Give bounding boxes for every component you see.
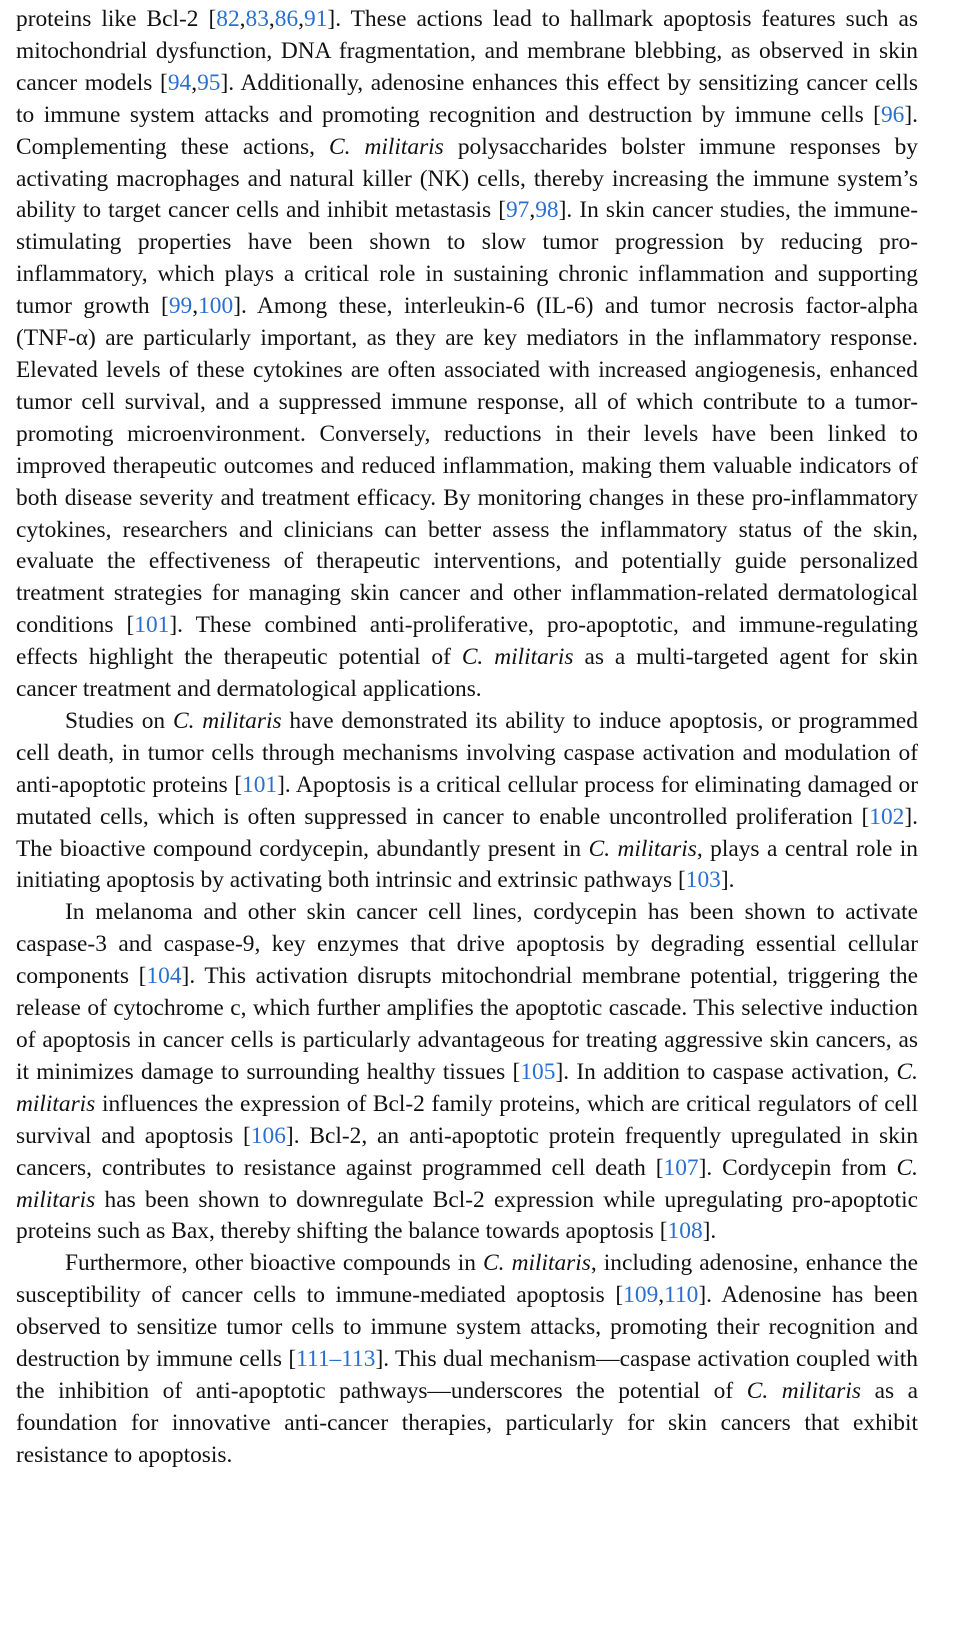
citation-link[interactable]: 103 <box>685 867 721 894</box>
species-name: C. militaris <box>16 1058 918 1117</box>
text-run: ]. These actions lead to hallmark apoptosis features such as mitochondrial dysfunction, DNA fragmentation, and membrane blebbing, as observed in skin cancer models [ <box>16 6 918 96</box>
citation-link[interactable]: 96 <box>880 101 905 128</box>
text-run: In melanoma and other skin cancer cell lines, cordycepin has been shown to activate caspase-3 and caspase-9, key enzymes that drive apoptosis by degrading essential cellular components [ <box>16 899 918 990</box>
citation-link[interactable]: 108 <box>667 1218 703 1245</box>
citation-link[interactable]: 104 <box>146 963 182 990</box>
citation-link[interactable]: 94 <box>167 69 192 96</box>
text-run: ]. These combined anti-proliferative, pro-apoptotic, and immune-regulating effects highlight the therapeutic potential of <box>16 612 918 671</box>
text-run: ]. Bcl-2, an anti-apoptotic protein frequently upregulated in skin cancers, contributes to resistance against programmed cell death [ <box>16 1122 919 1181</box>
text-run: ]. In addition to caspase activation, <box>555 1058 897 1085</box>
text-run: ]. Apoptosis is a critical cellular process for eliminating damaged or mutated cells, which is often suppressed in cancer to enable uncontrolled proliferation [ <box>16 771 919 830</box>
citation-link[interactable]: 86 <box>274 6 299 32</box>
text-run: polysaccharides bolster immune responses by activating macrophages and natural killer (NK) cells, thereby increasing the immune system’s ability to target cancer cells and inhibit metastasis [ <box>16 133 918 224</box>
citation-link[interactable]: 97 <box>505 197 530 224</box>
citation-link[interactable]: 111–113 <box>296 1346 376 1373</box>
text-run: , including adenosine, enhance the susceptibility of cancer cells to immune-mediated apoptosis [ <box>16 1250 918 1309</box>
text-run: as a multi-targeted agent for skin cancer treatment and dermatological applications. <box>16 644 918 703</box>
species-name: C. militaris <box>746 1377 862 1404</box>
text-run: ]. Cordycepin from <box>698 1154 897 1181</box>
text-run: ]. This dual mechanism—caspase activation coupled with the inhibition of anti-apoptotic pathways—underscores the potential of <box>16 1346 918 1404</box>
text-run: Studies on <box>65 707 173 734</box>
text-run: ]. Among these, interleukin-6 (IL-6) and tumor necrosis factor-alpha (TNF-α) are particularly important, as they are key mediators in the inflammatory response. Elevated levels of these cytokines are often associated with increased angiogenesis, enhanced tumor cell survival, and a suppressed immune response, all of which contribute to a tumor-promoting microenvironment. Conversely, reductions in their levels have been linked to improved therapeutic outcomes and reduced inflammation, making them valuable indicators of both disease severity and treatment efficacy. By monitoring changes in these pro-inflammatory cytokines, researchers and clinicians can better assess the inflammatory status of the skin, evaluate the effectiveness of therapeutic interventions, and potentially guide personalized treatment strategies for managing skin cancer and other inflammation-related dermatological conditions [ <box>16 293 919 639</box>
text-run: , <box>529 197 536 224</box>
species-name: C. militaris <box>172 707 282 734</box>
text-run: influences the expression of Bcl-2 family proteins, which are critical regulators of cell survival and apoptosis [ <box>16 1090 918 1149</box>
text-run: ]. Additionally, adenosine enhances this effect by sensitizing cancer cells to immune system attacks and promoting recognition and destruction by immune cells [ <box>16 69 918 128</box>
text-run: ]. Adenosine has been observed to sensitize tumor cells to immune system attacks, promoting their recognition and destruction by immune cells [ <box>16 1282 919 1373</box>
citation-link[interactable]: 106 <box>250 1122 286 1149</box>
text-run: ]. This activation disrupts mitochondrial membrane potential, triggering the release of cytochrome c, which further amplifies the apoptotic cascade. This selective induction of apoptosis in cancer cells is particularly advantageous for treating aggressive skin cancers, as it minimizes damage to surrounding healthy tissues [ <box>16 963 918 1085</box>
citation-link[interactable]: 99 <box>168 293 193 320</box>
text-run: ]. Complementing these actions, <box>16 101 918 160</box>
text-run: has been shown to downregulate Bcl-2 expression while upregulating pro-apoptotic proteins such as Bax, thereby shifting the balance towards apoptosis [ <box>16 1186 918 1245</box>
citation-link[interactable]: 109 <box>623 1282 659 1309</box>
citation-link[interactable]: 107 <box>663 1154 699 1181</box>
citation-link[interactable]: 91 <box>304 6 328 32</box>
species-name: C. militaris <box>588 835 697 862</box>
text-run: , plays a central role in initiating apoptosis by activating both intrinsic and extrinsic pathways [ <box>16 835 918 894</box>
citation-link[interactable]: 100 <box>198 293 234 320</box>
citation-link[interactable]: 95 <box>197 69 221 96</box>
text-run: , <box>298 6 305 32</box>
text-run: as a foundation for innovative anti-cancer therapies, particularly for skin cancers that exhibit resistance to apoptosis. <box>16 1377 918 1468</box>
species-name: C. militaris <box>329 133 444 160</box>
text-run: , <box>658 1282 665 1309</box>
text-run: , <box>268 6 275 32</box>
citation-link[interactable]: 101 <box>242 771 278 798</box>
citation-link[interactable]: 101 <box>134 612 170 639</box>
citation-link[interactable]: 105 <box>520 1058 556 1085</box>
citation-link[interactable]: 110 <box>664 1282 699 1309</box>
paragraph <box>16 4 918 706</box>
paragraph <box>16 897 918 1248</box>
species-name: C. militaris <box>483 1250 591 1277</box>
text-run: , <box>192 293 199 320</box>
text-run: , <box>239 6 246 32</box>
citation-link[interactable]: 102 <box>869 803 905 830</box>
citation-link[interactable]: 82 <box>216 6 240 32</box>
body-text <box>16 4 918 1472</box>
species-name: C. militaris <box>461 644 574 671</box>
species-name: C. militaris <box>16 1154 918 1213</box>
text-run: Furthermore, other bioactive compounds in <box>65 1250 484 1277</box>
citation-link[interactable]: 98 <box>535 197 559 224</box>
text-run: , <box>191 69 198 96</box>
text-run: ]. In skin cancer studies, the immune-stimulating properties have been shown to slow tumor progression by reducing pro-inflammatory, which plays a critical role in sustaining chronic inflammation and supporting tumor growth [ <box>16 197 918 320</box>
paragraph <box>16 706 918 897</box>
text-run: ]. <box>702 1218 717 1245</box>
text-run: ]. <box>720 867 735 894</box>
text-run: ]. The bioactive compound cordycepin, abundantly present in <box>16 803 918 862</box>
text-run: proteins like Bcl-2 [ <box>16 6 217 32</box>
citation-link[interactable]: 83 <box>245 6 269 32</box>
text-run: have demonstrated its ability to induce apoptosis, or programmed cell death, in tumor cells through mechanisms involving caspase activation and modulation of anti-apoptotic proteins [ <box>16 707 919 798</box>
paragraph <box>16 1248 918 1471</box>
